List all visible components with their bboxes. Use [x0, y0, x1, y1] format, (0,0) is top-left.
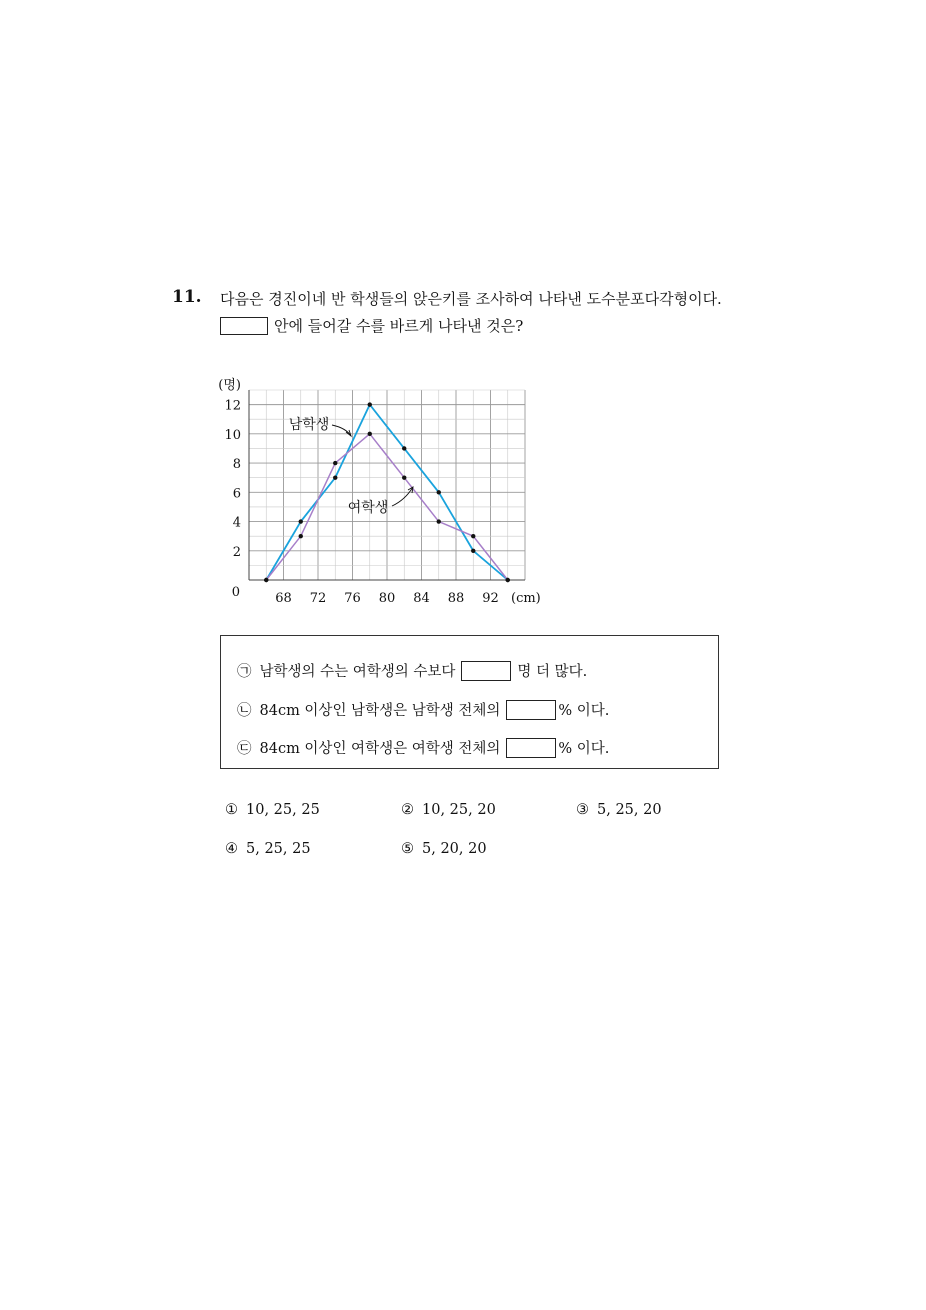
choice-1-text: 10, 25, 25 — [246, 802, 320, 818]
choice-5-mark: ⑤ — [401, 841, 414, 857]
data-point-female — [299, 534, 303, 538]
statement-1-mark: ㉠ — [237, 664, 252, 680]
question-line-2: 안에 들어갈 수를 바르게 나타낸 것은? — [274, 317, 524, 335]
origin-label: 0 — [231, 585, 240, 600]
statement-3-blank — [506, 738, 556, 758]
choice-2-text: 10, 25, 20 — [422, 802, 496, 818]
x-tick-label: 92 — [482, 591, 499, 606]
statement-1-text: 남학생의 수는 여학생의 수보다 — [259, 664, 456, 680]
choice-3-text: 5, 25, 20 — [597, 802, 662, 818]
statement-2-text: 84cm 이상인 남학생은 남학생 전체의 — [259, 703, 501, 719]
y-tick-label: 2 — [232, 544, 241, 560]
statement-3 — [237, 737, 609, 758]
data-point-male — [333, 475, 337, 479]
statement-1-blank — [461, 661, 511, 681]
y-axis-label: (명) — [218, 378, 241, 393]
statement-1-suffix: 명 더 많다. — [517, 664, 588, 680]
choice-5-text: 5, 20, 20 — [422, 841, 487, 857]
series-label-male: 남학생 — [288, 417, 330, 433]
data-point-female — [437, 519, 441, 523]
choice-4-mark: ④ — [225, 841, 238, 857]
data-point-male — [471, 549, 475, 553]
answer-blank-box — [220, 317, 268, 335]
x-tick-label: 76 — [344, 591, 361, 606]
statement-3-mark: ㉢ — [237, 741, 252, 757]
choice-4[interactable] — [225, 841, 311, 857]
choice-1[interactable] — [225, 802, 320, 818]
question-number: 11. — [172, 287, 202, 307]
x-tick-label: 84 — [413, 591, 430, 606]
data-point-female — [402, 475, 406, 479]
choice-2[interactable] — [401, 802, 496, 818]
question-line-1: 다음은 경진이네 반 학생들의 앉은키를 조사하여 나타낸 도수분포다각형이다. — [220, 290, 722, 308]
data-point-male — [402, 446, 406, 450]
y-tick-label: 8 — [232, 457, 241, 473]
statement-2 — [237, 699, 609, 720]
data-point-female — [506, 578, 510, 582]
choice-3-mark: ③ — [576, 802, 589, 818]
statement-2-suffix: % 이다. — [558, 703, 610, 719]
choice-3[interactable] — [576, 802, 662, 818]
chart-labels — [218, 377, 540, 606]
y-tick-label: 10 — [224, 427, 241, 443]
series-label-female: 여학생 — [347, 500, 389, 516]
x-tick-label: 80 — [378, 591, 396, 606]
choice-4-text: 5, 25, 25 — [246, 841, 311, 857]
leader-line-male — [332, 425, 351, 436]
x-tick-label: 72 — [309, 591, 327, 606]
x-tick-label: 88 — [447, 591, 465, 606]
choice-2-mark: ② — [401, 802, 414, 818]
statement-3-suffix: % 이다. — [558, 741, 610, 757]
x-tick-label: 68 — [275, 591, 292, 606]
choice-5[interactable] — [401, 841, 487, 857]
statement-2-blank — [506, 700, 556, 720]
leader-line-female — [392, 487, 413, 506]
data-point-male — [437, 490, 441, 494]
data-point-male — [368, 402, 372, 406]
frequency-polygon-chart — [210, 372, 550, 612]
data-point-male — [299, 519, 303, 523]
statement-box — [220, 635, 719, 769]
data-point-female — [333, 461, 337, 465]
y-tick-label: 6 — [232, 486, 241, 502]
question-line-2-row — [220, 315, 523, 336]
data-point-female — [471, 534, 475, 538]
choice-1-mark: ① — [225, 802, 238, 818]
statement-3-text: 84cm 이상인 여학생은 여학생 전체의 — [259, 741, 501, 757]
x-axis-label: (cm) — [511, 591, 541, 606]
data-point-female — [368, 432, 372, 436]
y-tick-label: 4 — [232, 515, 241, 531]
y-tick-label: 12 — [224, 398, 241, 414]
statement-1 — [237, 660, 587, 681]
statement-2-mark: ㉡ — [237, 703, 252, 719]
data-point-female — [264, 578, 268, 582]
